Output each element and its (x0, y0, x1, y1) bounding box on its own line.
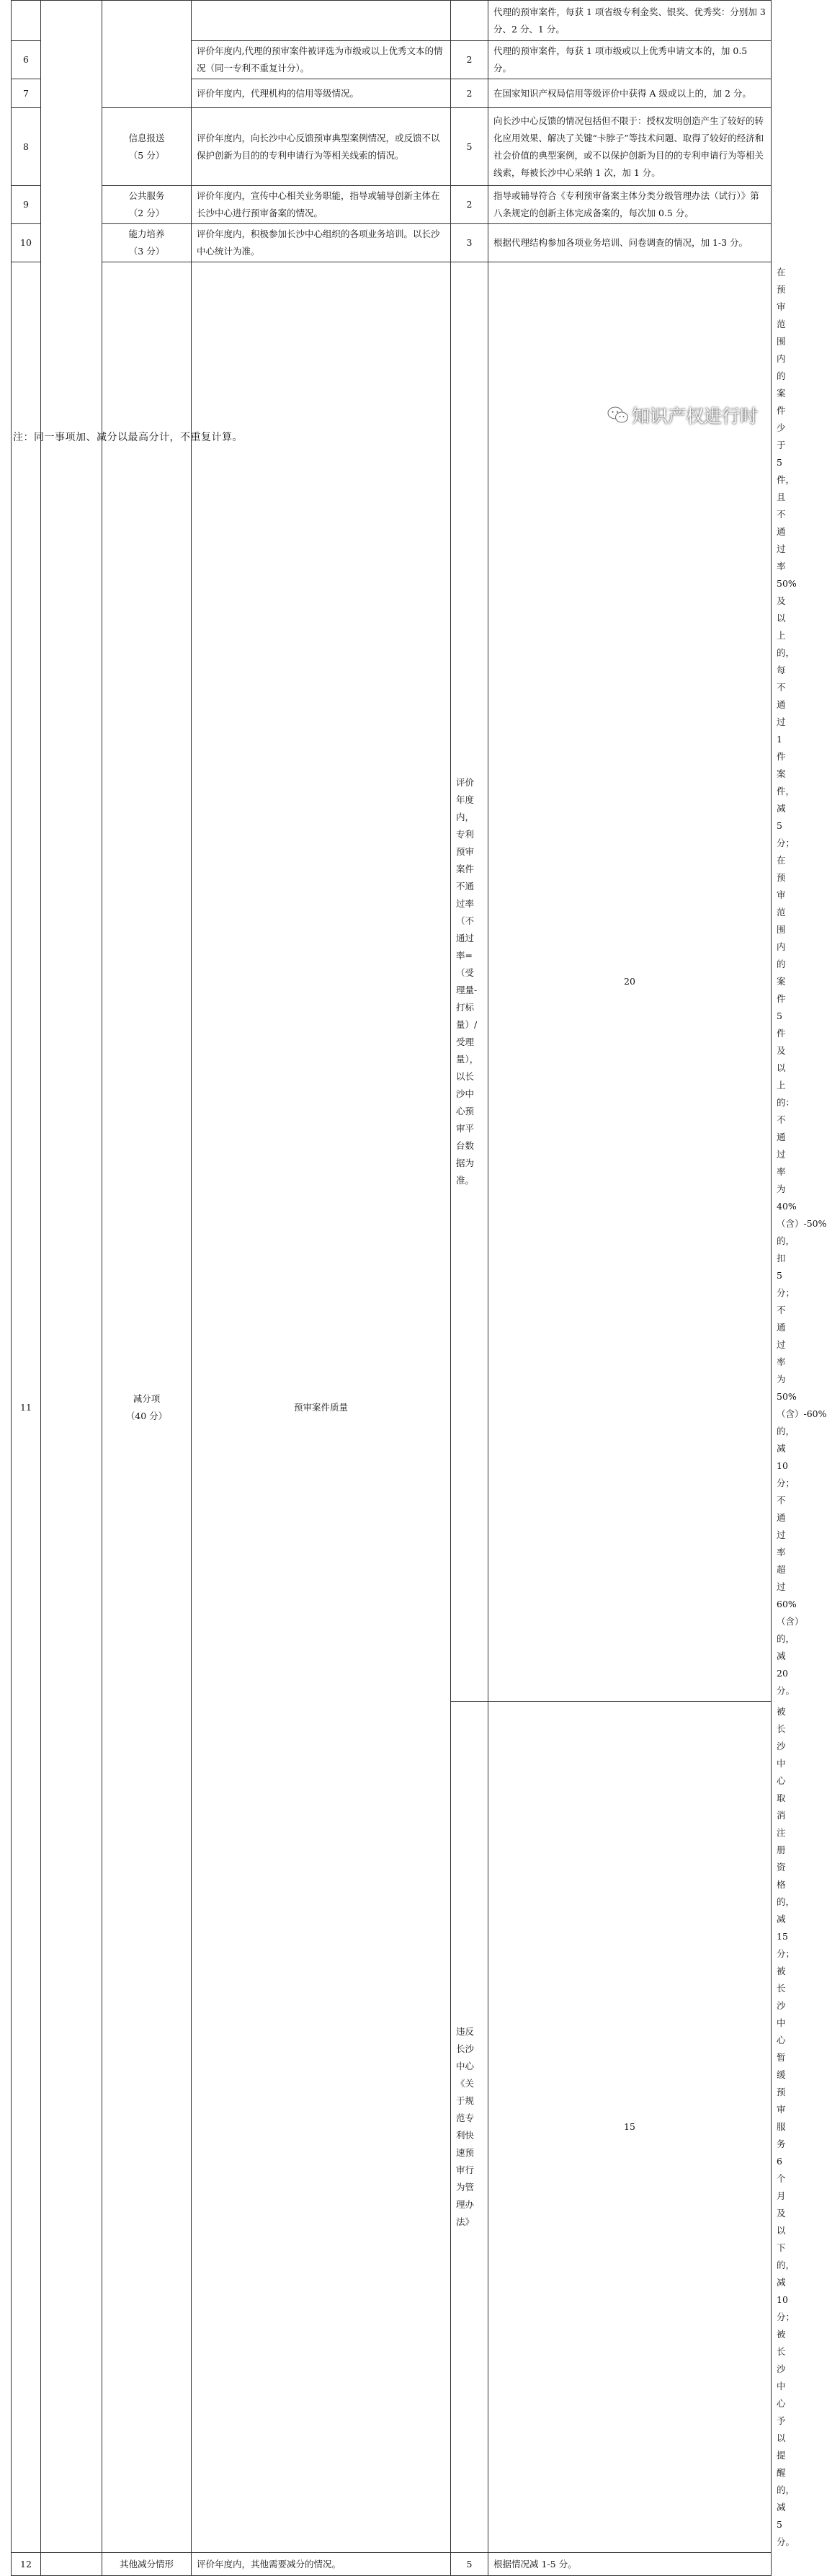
row-number-cell: 6 (12, 41, 41, 79)
description-cell: 评价年度内，其他需要减分的情况。 (192, 2553, 451, 2576)
description-cell: 评价年度内，积极参加长沙中心组织的各项业务培训。以长沙中心统计为准。 (192, 224, 451, 262)
score-cell: 20 (488, 262, 772, 1702)
item-label: 公共服务 (128, 190, 165, 201)
row-number-cell (12, 1, 41, 41)
item-points: （5 分） (128, 149, 165, 161)
footnote: 注：同一事项加、减分以最高分计，不重复计算。 (13, 432, 243, 443)
item-cell (102, 1, 192, 108)
item-cell: 其他减分情形 (102, 2553, 192, 2576)
row-number-cell: 10 (12, 224, 41, 262)
description-cell: 评价年度内,代理的预审案件被评选为市级或以上优秀文本的情况（同一专利不重复计分）。 (192, 41, 451, 79)
table-row (12, 108, 772, 186)
row-number-cell: 12 (12, 2553, 41, 2576)
score-cell: 5 (451, 108, 488, 186)
watermark-text: 知识产权进行时 (631, 406, 758, 427)
scoring-table (11, 0, 827, 2576)
rule-cell: 代理的预审案件，每获 1 项省级专利金奖、银奖、优秀奖：分别加 3 分、2 分、1 分。 (488, 1, 772, 41)
item-cell (102, 108, 192, 186)
row-number-cell: 8 (12, 108, 41, 186)
row-number-cell: 7 (12, 79, 41, 108)
rule-cell: 向长沙中心反馈的情况包括但不限于：授权发明创造产生了较好的转化应用效果、解决了关键“卡脖子”等技术问题、取得了较好的经济和社会价值的典型案例，或不以保护创新为目的的专利申请行为等相关线索，每被长沙中心采纳 1 次，加 1 分。 (488, 108, 772, 186)
table-row (12, 186, 772, 224)
rule-cell: 在国家知识产权局信用等级评价中获得 A 级或以上的，加 2 分。 (488, 79, 772, 108)
rule-cell: 根据代理结构参加各项业务培训、问卷调查的情况，加 1-3 分。 (488, 224, 772, 262)
table-row (12, 1, 772, 41)
score-cell: 5 (451, 2553, 488, 2576)
item-cell: 预审案件质量 (192, 262, 451, 2553)
category-cell (102, 262, 192, 2553)
rule-cell: 指导或辅导符合《专利预审备案主体分类分级管理办法（试行）》第八条规定的创新主体完成备案的，每次加 0.5 分。 (488, 186, 772, 224)
score-cell: 2 (451, 41, 488, 79)
score-cell: 15 (488, 1702, 772, 2553)
description-cell: 违反长沙中心《关于规范专利快速预审行为管理办法》 (451, 1702, 488, 2553)
item-points: （2 分） (128, 208, 165, 218)
score-cell: 2 (451, 186, 488, 224)
description-cell: 评价年度内，向长沙中心反馈预审典型案例情况，或反馈不以保护创新为目的的专利申请行为等相关线索的情况。 (192, 108, 451, 186)
description-cell: 评价年度内，宣传中心相关业务职能，指导或辅导创新主体在长沙中心进行预审备案的情况。 (192, 186, 451, 224)
category-cell (41, 2553, 102, 2576)
table-row (12, 2553, 772, 2576)
watermark (607, 402, 758, 428)
table-row (12, 224, 772, 262)
item-label: 信息报送 (128, 132, 165, 143)
item-label: 能力培养 (128, 228, 165, 239)
item-cell (102, 224, 192, 262)
wechat-icon (607, 406, 629, 425)
row-number-cell: 9 (12, 186, 41, 224)
category-cell (41, 1, 102, 2553)
description-cell (192, 1, 451, 41)
item-points: （3 分） (128, 246, 165, 257)
row-number-cell: 11 (12, 262, 41, 2553)
score-cell: 2 (451, 79, 488, 108)
table-row: 违反长沙中心《关于规范专利快速预审行为管理办法》 15 被长沙中心取消注册资格的，减 15 分； 被长沙中心暂缓预审服务 6 个月及以下的，减 10 分； 被长沙中心予以提醒的，减 5 分。 (12, 1702, 772, 2553)
score-cell (451, 1, 488, 41)
rule-cell: 代理的预审案件，每获 1 项市级或以上优秀申请文本的，加 0.5 分。 (488, 41, 772, 79)
category-label: 减分项 (133, 1393, 161, 1404)
rule-cell: 根据情况减 1-5 分。 (488, 2553, 772, 2576)
description-cell: 评价年度内，专利预审案件不通过率（不通过率=（受理量-打标量）/受理量），以长沙中心预审平台数据为准。 (451, 262, 488, 1702)
description-cell: 评价年度内，代理机构的信用等级情况。 (192, 79, 451, 108)
score-cell: 3 (451, 224, 488, 262)
table-row: 11 减分项 （40 分） 预审案件质量 评价年度内，专利预审案件不通过率（不通过率=（受理量-打标量）/受理量），以长沙中心预审平台数据为准。 20 在预审范围内的案件少于 5 件，且不通过率 50%及以上的，每不通过 1 件案件，减 5 分； 在预审范围内的案件 5 件及以上的： 不通过率为 40%（含）-50%的，扣 5 分； 不通过率为 50%（含）-60%的，减 10 分； 不通过率超过 60%（含）的，减 20 分。 (12, 262, 772, 1702)
item-cell (102, 186, 192, 224)
category-points: （40 分） (125, 1410, 168, 1421)
